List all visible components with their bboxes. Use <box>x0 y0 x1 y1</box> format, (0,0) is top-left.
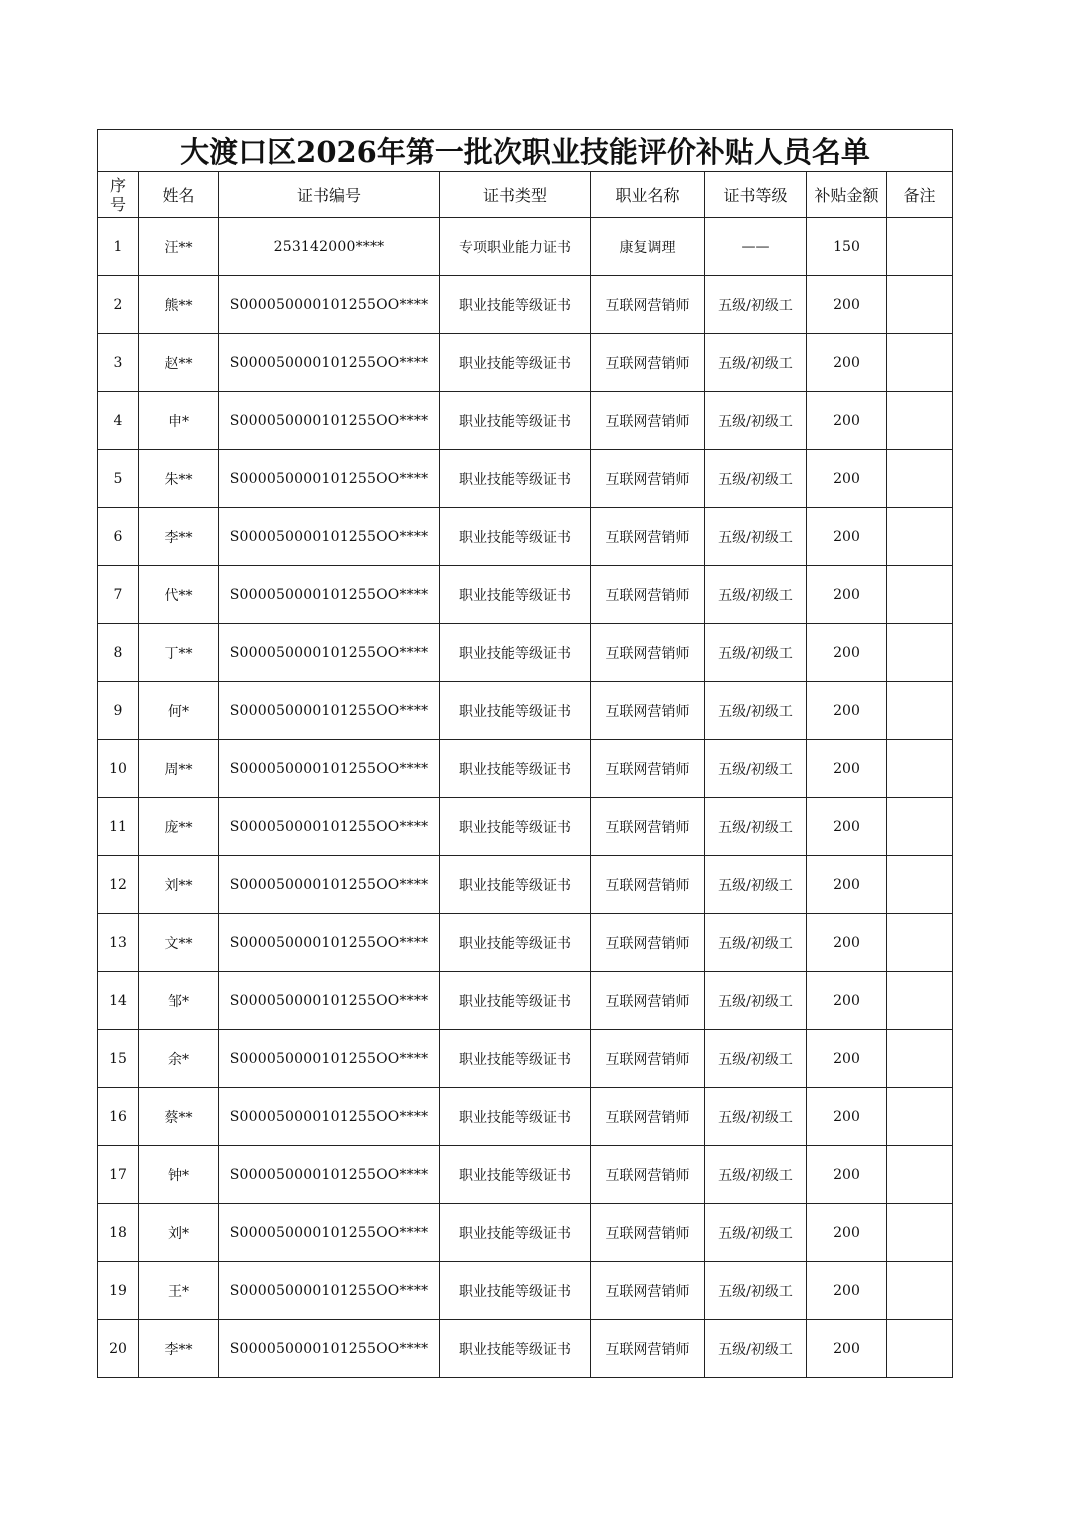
col-header-occupation: 职业名称 <box>591 172 705 218</box>
amount-cell: 200 <box>807 334 887 392</box>
seq-cell: 6 <box>98 508 139 566</box>
seq-cell: 5 <box>98 450 139 508</box>
cert-type-cell: 职业技能等级证书 <box>440 1320 591 1378</box>
cert-type-cell: 专项职业能力证书 <box>440 218 591 276</box>
amount-cell: 200 <box>807 566 887 624</box>
table-row <box>98 276 953 334</box>
seq-cell: 2 <box>98 276 139 334</box>
name-cell: 文** <box>139 914 219 972</box>
seq-cell: 17 <box>98 1146 139 1204</box>
remark-cell <box>887 740 953 798</box>
table-row <box>98 1204 953 1262</box>
cert-type-cell: 职业技能等级证书 <box>440 798 591 856</box>
remark-cell <box>887 392 953 450</box>
level-cell: 五级/初级工 <box>705 334 807 392</box>
remark-cell <box>887 798 953 856</box>
seq-cell: 10 <box>98 740 139 798</box>
table-body <box>98 218 953 1378</box>
remark-cell <box>887 1320 953 1378</box>
table-row <box>98 798 953 856</box>
level-cell: 五级/初级工 <box>705 914 807 972</box>
cert-type-cell: 职业技能等级证书 <box>440 914 591 972</box>
level-cell: 五级/初级工 <box>705 1030 807 1088</box>
occupation-cell: 互联网营销师 <box>591 856 705 914</box>
remark-cell <box>887 1146 953 1204</box>
table-row <box>98 1320 953 1378</box>
occupation-cell: 互联网营销师 <box>591 740 705 798</box>
name-cell: 王* <box>139 1262 219 1320</box>
name-cell: 朱** <box>139 450 219 508</box>
seq-cell: 3 <box>98 334 139 392</box>
table-row <box>98 218 953 276</box>
level-cell: 五级/初级工 <box>705 972 807 1030</box>
seq-cell: 7 <box>98 566 139 624</box>
occupation-cell: 互联网营销师 <box>591 1030 705 1088</box>
name-cell: 邹* <box>139 972 219 1030</box>
remark-cell <box>887 508 953 566</box>
cert-no-cell: S000050000101255OO**** <box>219 682 440 740</box>
occupation-cell: 互联网营销师 <box>591 1262 705 1320</box>
amount-cell: 200 <box>807 276 887 334</box>
cert-no-cell: S000050000101255OO**** <box>219 566 440 624</box>
cert-type-cell: 职业技能等级证书 <box>440 1088 591 1146</box>
name-cell: 申* <box>139 392 219 450</box>
col-header-cert-no: 证书编号 <box>219 172 440 218</box>
table-row <box>98 624 953 682</box>
amount-cell: 200 <box>807 682 887 740</box>
table-header-row <box>98 172 953 218</box>
col-header-cert-type: 证书类型 <box>440 172 591 218</box>
level-cell: 五级/初级工 <box>705 624 807 682</box>
subsidy-roster-table <box>97 129 953 1378</box>
occupation-cell: 互联网营销师 <box>591 682 705 740</box>
occupation-cell: 互联网营销师 <box>591 1146 705 1204</box>
occupation-cell: 互联网营销师 <box>591 1204 705 1262</box>
remark-cell <box>887 856 953 914</box>
cert-type-cell: 职业技能等级证书 <box>440 624 591 682</box>
remark-cell <box>887 1030 953 1088</box>
table-row <box>98 450 953 508</box>
amount-cell: 200 <box>807 450 887 508</box>
cert-no-cell: S000050000101255OO**** <box>219 392 440 450</box>
amount-cell: 200 <box>807 798 887 856</box>
level-cell: 五级/初级工 <box>705 798 807 856</box>
name-cell: 周** <box>139 740 219 798</box>
seq-cell: 20 <box>98 1320 139 1378</box>
cert-type-cell: 职业技能等级证书 <box>440 740 591 798</box>
amount-cell: 200 <box>807 1204 887 1262</box>
col-header-name: 姓名 <box>139 172 219 218</box>
occupation-cell: 互联网营销师 <box>591 624 705 682</box>
seq-cell: 8 <box>98 624 139 682</box>
seq-cell: 12 <box>98 856 139 914</box>
remark-cell <box>887 1088 953 1146</box>
level-cell: 五级/初级工 <box>705 1146 807 1204</box>
amount-cell: 150 <box>807 218 887 276</box>
cert-type-cell: 职业技能等级证书 <box>440 392 591 450</box>
col-header-amount: 补贴金额 <box>807 172 887 218</box>
occupation-cell: 互联网营销师 <box>591 508 705 566</box>
cert-no-cell: S000050000101255OO**** <box>219 508 440 566</box>
seq-cell: 15 <box>98 1030 139 1088</box>
occupation-cell: 互联网营销师 <box>591 972 705 1030</box>
cert-type-cell: 职业技能等级证书 <box>440 334 591 392</box>
level-cell: 五级/初级工 <box>705 1204 807 1262</box>
name-cell: 熊** <box>139 276 219 334</box>
remark-cell <box>887 624 953 682</box>
cert-type-cell: 职业技能等级证书 <box>440 1262 591 1320</box>
seq-cell: 11 <box>98 798 139 856</box>
occupation-cell: 互联网营销师 <box>591 1320 705 1378</box>
cert-no-cell: 253142000**** <box>219 218 440 276</box>
seq-cell: 4 <box>98 392 139 450</box>
amount-cell: 200 <box>807 856 887 914</box>
table-row <box>98 1030 953 1088</box>
level-cell: 五级/初级工 <box>705 856 807 914</box>
name-cell: 庞** <box>139 798 219 856</box>
name-cell: 汪** <box>139 218 219 276</box>
name-cell: 代** <box>139 566 219 624</box>
occupation-cell: 互联网营销师 <box>591 1088 705 1146</box>
level-cell: —— <box>705 218 807 276</box>
level-cell: 五级/初级工 <box>705 392 807 450</box>
remark-cell <box>887 1204 953 1262</box>
name-cell: 何* <box>139 682 219 740</box>
level-cell: 五级/初级工 <box>705 566 807 624</box>
col-header-level: 证书等级 <box>705 172 807 218</box>
table-row <box>98 972 953 1030</box>
cert-no-cell: S000050000101255OO**** <box>219 1030 440 1088</box>
remark-cell <box>887 914 953 972</box>
remark-cell <box>887 276 953 334</box>
cert-no-cell: S000050000101255OO**** <box>219 914 440 972</box>
cert-no-cell: S000050000101255OO**** <box>219 740 440 798</box>
cert-no-cell: S000050000101255OO**** <box>219 1262 440 1320</box>
table-row <box>98 334 953 392</box>
table-row <box>98 856 953 914</box>
level-cell: 五级/初级工 <box>705 1088 807 1146</box>
amount-cell: 200 <box>807 1320 887 1378</box>
cert-no-cell: S000050000101255OO**** <box>219 856 440 914</box>
name-cell: 刘** <box>139 856 219 914</box>
cert-type-cell: 职业技能等级证书 <box>440 1030 591 1088</box>
occupation-cell: 互联网营销师 <box>591 392 705 450</box>
table-row <box>98 1146 953 1204</box>
amount-cell: 200 <box>807 1262 887 1320</box>
name-cell: 李** <box>139 1320 219 1378</box>
level-cell: 五级/初级工 <box>705 276 807 334</box>
name-cell: 丁** <box>139 624 219 682</box>
amount-cell: 200 <box>807 392 887 450</box>
table-row <box>98 1262 953 1320</box>
document-title: 大渡口区2026年第一批次职业技能评价补贴人员名单 <box>98 130 953 172</box>
seq-cell: 13 <box>98 914 139 972</box>
name-cell: 刘* <box>139 1204 219 1262</box>
name-cell: 赵** <box>139 334 219 392</box>
occupation-cell: 康复调理 <box>591 218 705 276</box>
table-row <box>98 740 953 798</box>
name-cell: 李** <box>139 508 219 566</box>
amount-cell: 200 <box>807 972 887 1030</box>
level-cell: 五级/初级工 <box>705 1262 807 1320</box>
cert-no-cell: S000050000101255OO**** <box>219 1320 440 1378</box>
amount-cell: 200 <box>807 624 887 682</box>
cert-type-cell: 职业技能等级证书 <box>440 276 591 334</box>
remark-cell <box>887 682 953 740</box>
occupation-cell: 互联网营销师 <box>591 798 705 856</box>
amount-cell: 200 <box>807 1030 887 1088</box>
cert-no-cell: S000050000101255OO**** <box>219 798 440 856</box>
amount-cell: 200 <box>807 1146 887 1204</box>
cert-no-cell: S000050000101255OO**** <box>219 972 440 1030</box>
cert-no-cell: S000050000101255OO**** <box>219 1088 440 1146</box>
amount-cell: 200 <box>807 914 887 972</box>
table-row <box>98 392 953 450</box>
cert-type-cell: 职业技能等级证书 <box>440 508 591 566</box>
cert-type-cell: 职业技能等级证书 <box>440 450 591 508</box>
cert-type-cell: 职业技能等级证书 <box>440 856 591 914</box>
occupation-cell: 互联网营销师 <box>591 450 705 508</box>
table-row <box>98 566 953 624</box>
name-cell: 蔡** <box>139 1088 219 1146</box>
amount-cell: 200 <box>807 1088 887 1146</box>
table-row <box>98 1088 953 1146</box>
amount-cell: 200 <box>807 740 887 798</box>
cert-no-cell: S000050000101255OO**** <box>219 1204 440 1262</box>
occupation-cell: 互联网营销师 <box>591 334 705 392</box>
seq-cell: 1 <box>98 218 139 276</box>
cert-no-cell: S000050000101255OO**** <box>219 1146 440 1204</box>
occupation-cell: 互联网营销师 <box>591 566 705 624</box>
seq-cell: 9 <box>98 682 139 740</box>
seq-cell: 18 <box>98 1204 139 1262</box>
name-cell: 钟* <box>139 1146 219 1204</box>
cert-no-cell: S000050000101255OO**** <box>219 276 440 334</box>
cert-type-cell: 职业技能等级证书 <box>440 972 591 1030</box>
cert-type-cell: 职业技能等级证书 <box>440 566 591 624</box>
table-row <box>98 682 953 740</box>
remark-cell <box>887 218 953 276</box>
amount-cell: 200 <box>807 508 887 566</box>
remark-cell <box>887 566 953 624</box>
cert-type-cell: 职业技能等级证书 <box>440 682 591 740</box>
cert-type-cell: 职业技能等级证书 <box>440 1204 591 1262</box>
occupation-cell: 互联网营销师 <box>591 914 705 972</box>
seq-cell: 14 <box>98 972 139 1030</box>
level-cell: 五级/初级工 <box>705 682 807 740</box>
col-header-seq: 序 号 <box>98 172 139 218</box>
remark-cell <box>887 1262 953 1320</box>
table-row <box>98 508 953 566</box>
level-cell: 五级/初级工 <box>705 508 807 566</box>
cert-no-cell: S000050000101255OO**** <box>219 334 440 392</box>
level-cell: 五级/初级工 <box>705 740 807 798</box>
cert-no-cell: S000050000101255OO**** <box>219 624 440 682</box>
table-row <box>98 914 953 972</box>
col-header-remark: 备注 <box>887 172 953 218</box>
cert-no-cell: S000050000101255OO**** <box>219 450 440 508</box>
name-cell: 余* <box>139 1030 219 1088</box>
seq-cell: 16 <box>98 1088 139 1146</box>
seq-cell: 19 <box>98 1262 139 1320</box>
remark-cell <box>887 334 953 392</box>
remark-cell <box>887 450 953 508</box>
level-cell: 五级/初级工 <box>705 450 807 508</box>
level-cell: 五级/初级工 <box>705 1320 807 1378</box>
remark-cell <box>887 972 953 1030</box>
occupation-cell: 互联网营销师 <box>591 276 705 334</box>
cert-type-cell: 职业技能等级证书 <box>440 1146 591 1204</box>
